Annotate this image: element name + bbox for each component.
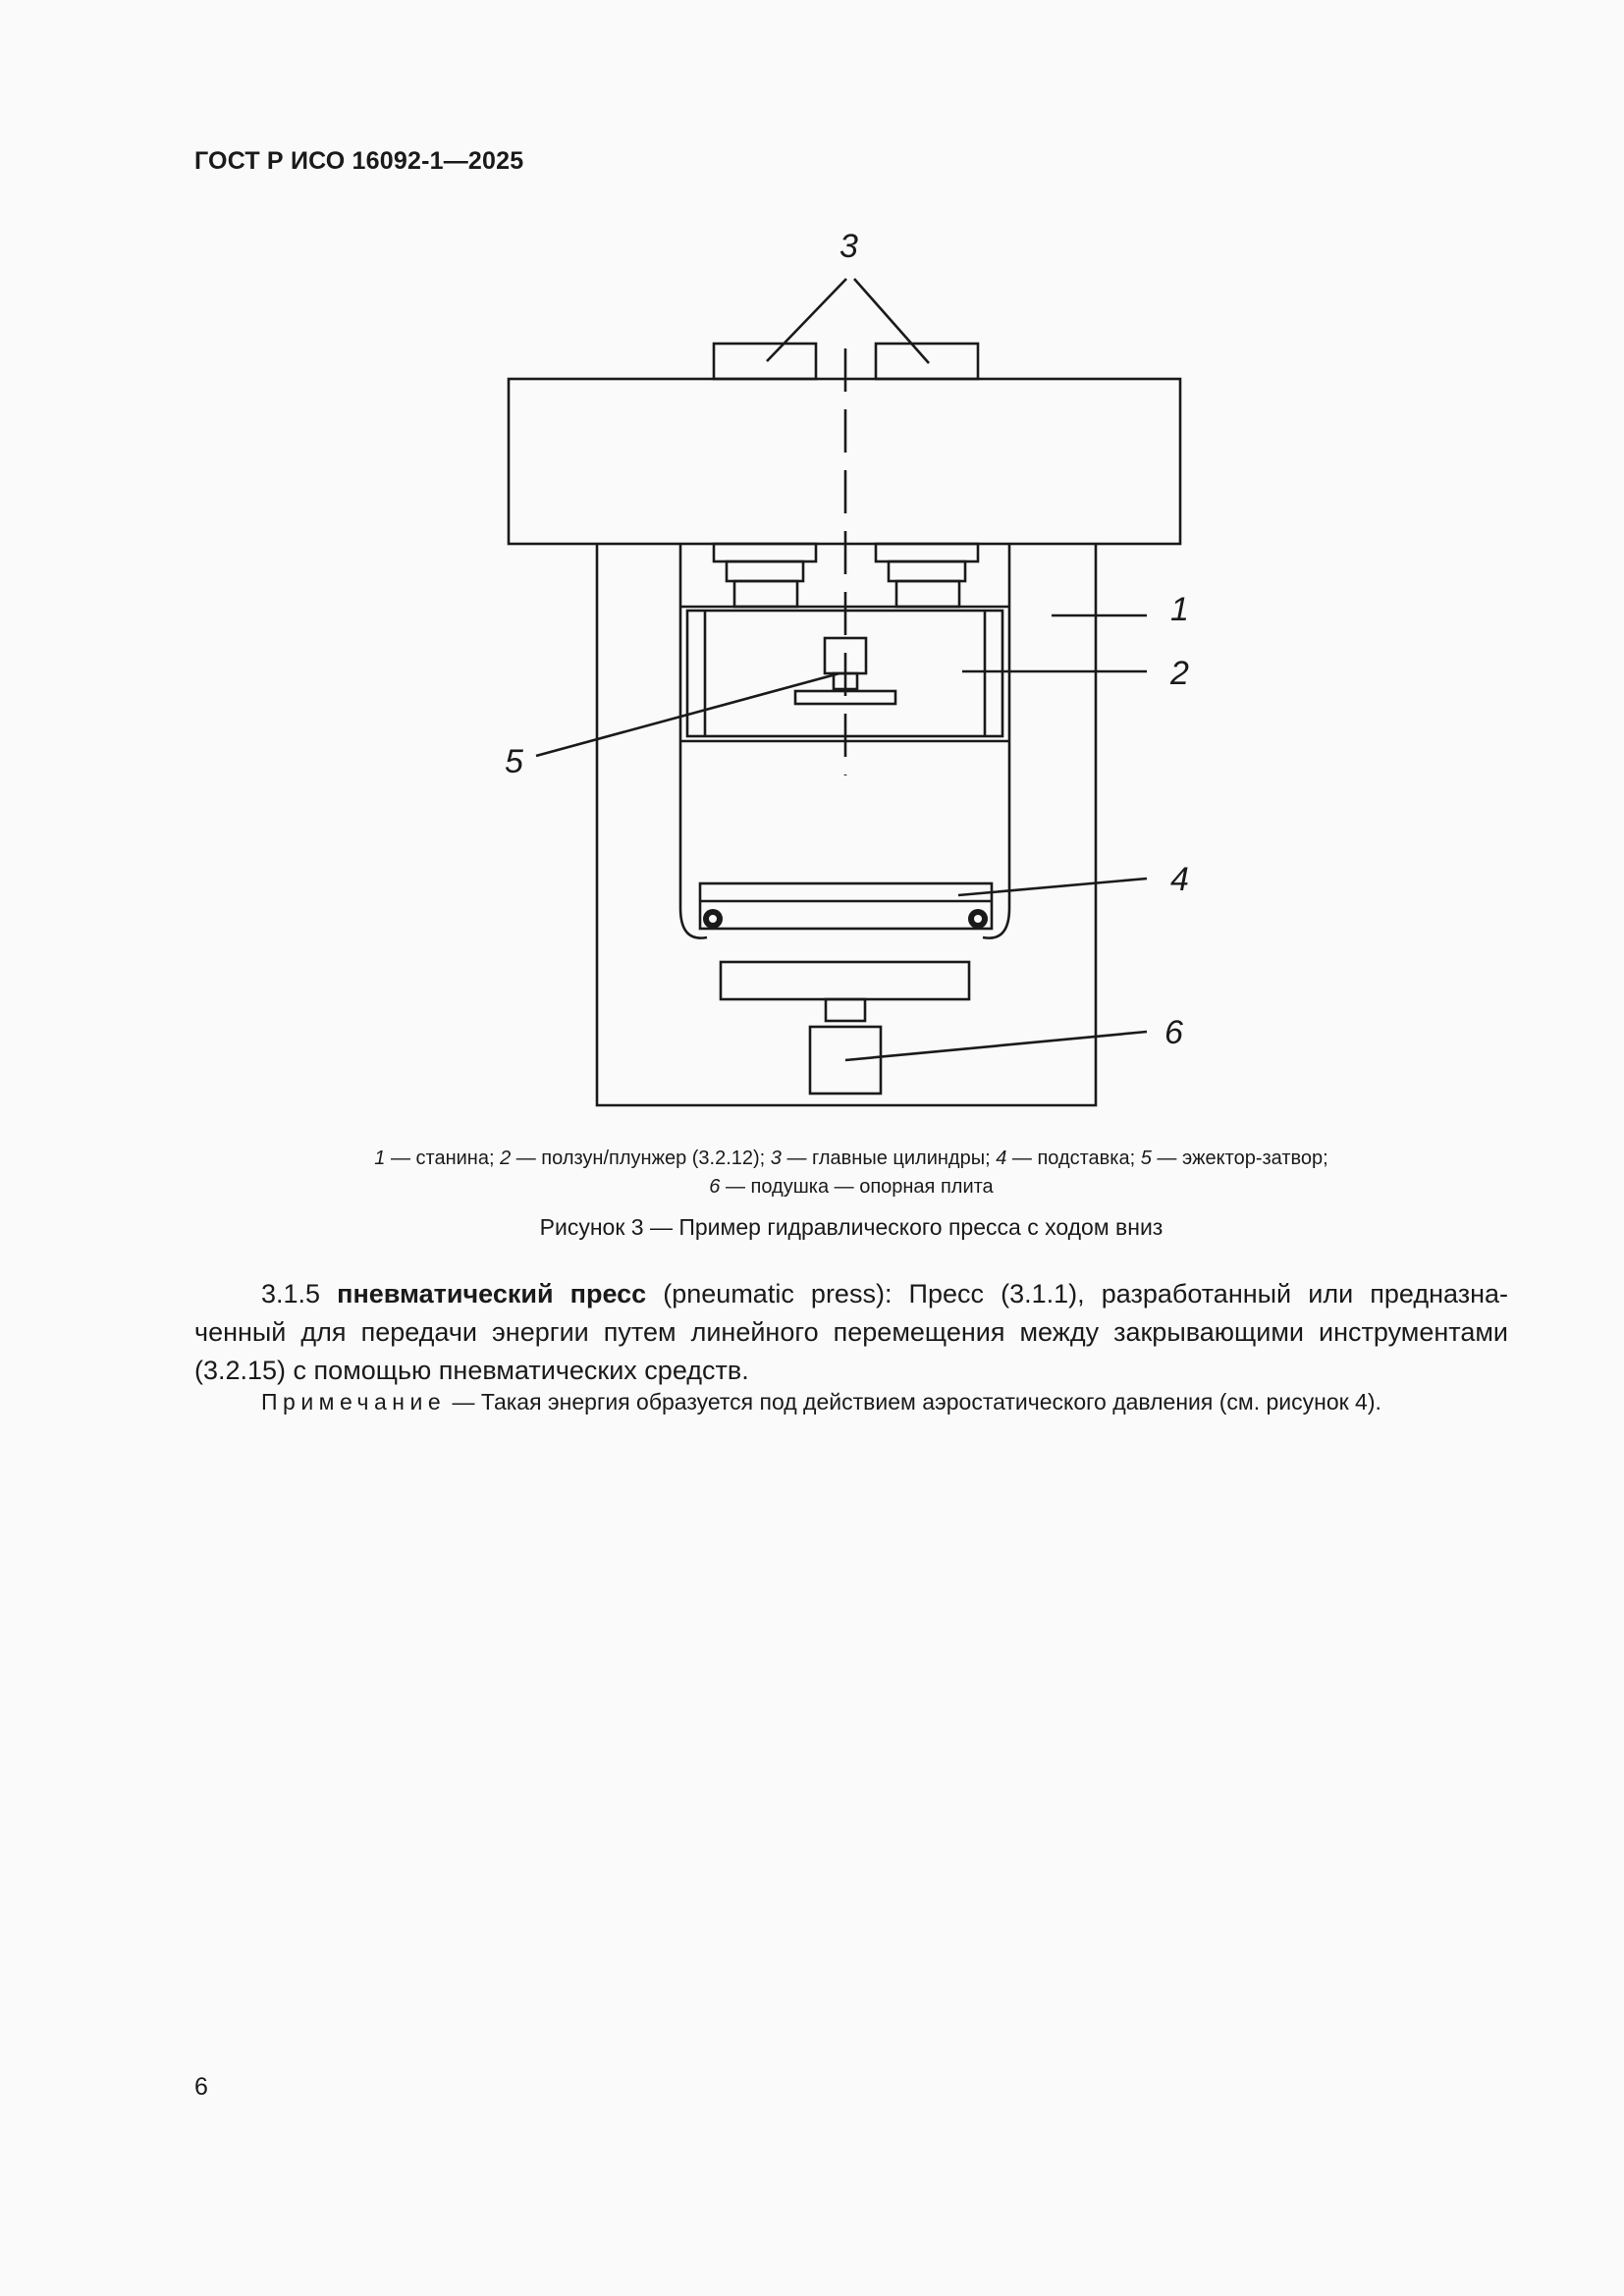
note-text: Такая энергия образуется под действием аэростатического давления (см. рисунок 4). <box>480 1389 1381 1415</box>
legend-item: 6 — подушка — опорная плита <box>709 1176 994 1198</box>
piston-housing-right <box>876 544 978 561</box>
legend-item: 2 — ползун/плунжер (3.2.12); <box>500 1148 771 1169</box>
figure-legend-line-1 <box>194 1145 1508 1173</box>
callout-2: 2 <box>1170 655 1189 692</box>
main-cylinder-left <box>714 344 816 379</box>
paragraph-line-2: ченный для передачи энергии путем линейного перемещения между закрывающими инструментами <box>194 1317 1508 1347</box>
legend-item: 3 — главные цилиндры; <box>770 1148 997 1169</box>
figure-legend-line-2 <box>194 1173 1508 1201</box>
callout-5: 5 <box>505 743 523 780</box>
press-crown <box>509 379 1180 544</box>
cushion-stem <box>826 999 865 1021</box>
figure-caption: Рисунок 3 — Пример гидравлического пресса с ходом вниз <box>539 1214 1164 1240</box>
legend-item: 1 — станина; <box>374 1148 501 1169</box>
hydraulic-press-figure <box>0 0 1624 1119</box>
callout-1: 1 <box>1170 591 1189 628</box>
page-number: 6 <box>194 2073 208 2101</box>
piston-housing-left <box>714 544 816 561</box>
support-plate <box>721 962 969 999</box>
callout-3: 3 <box>839 228 858 265</box>
callout-4: 4 <box>1170 861 1189 898</box>
callout-6: 6 <box>1164 1014 1183 1051</box>
bolster <box>700 883 992 929</box>
paragraph-line-3: (3.2.15) с помощью пневматических средств. <box>194 1356 749 1385</box>
piston-left-low <box>734 581 797 607</box>
piston-right-low <box>896 581 959 607</box>
document-code: ГОСТ Р ИСО 16092-1—2025 <box>194 147 524 175</box>
piston-right-mid <box>889 561 965 581</box>
note: Примечание — Такая энергия образуется под действием аэростатического давления (см. рисунок 4). <box>261 1389 1381 1415</box>
defined-term: пневматический пресс <box>337 1279 647 1308</box>
piston-left-mid <box>727 561 803 581</box>
legend-item: 4 — подставка; <box>996 1148 1141 1169</box>
note-lead: Примечание <box>261 1389 447 1415</box>
definition-paragraph <box>194 1275 1508 1390</box>
legend-item: 5 — эжектор-затвор; <box>1140 1148 1328 1169</box>
paragraph-line-1: 3.1.5 пневматический пресс (pneumatic press): Пресс (3.1.1), разработанный или предназна- <box>261 1279 1508 1308</box>
